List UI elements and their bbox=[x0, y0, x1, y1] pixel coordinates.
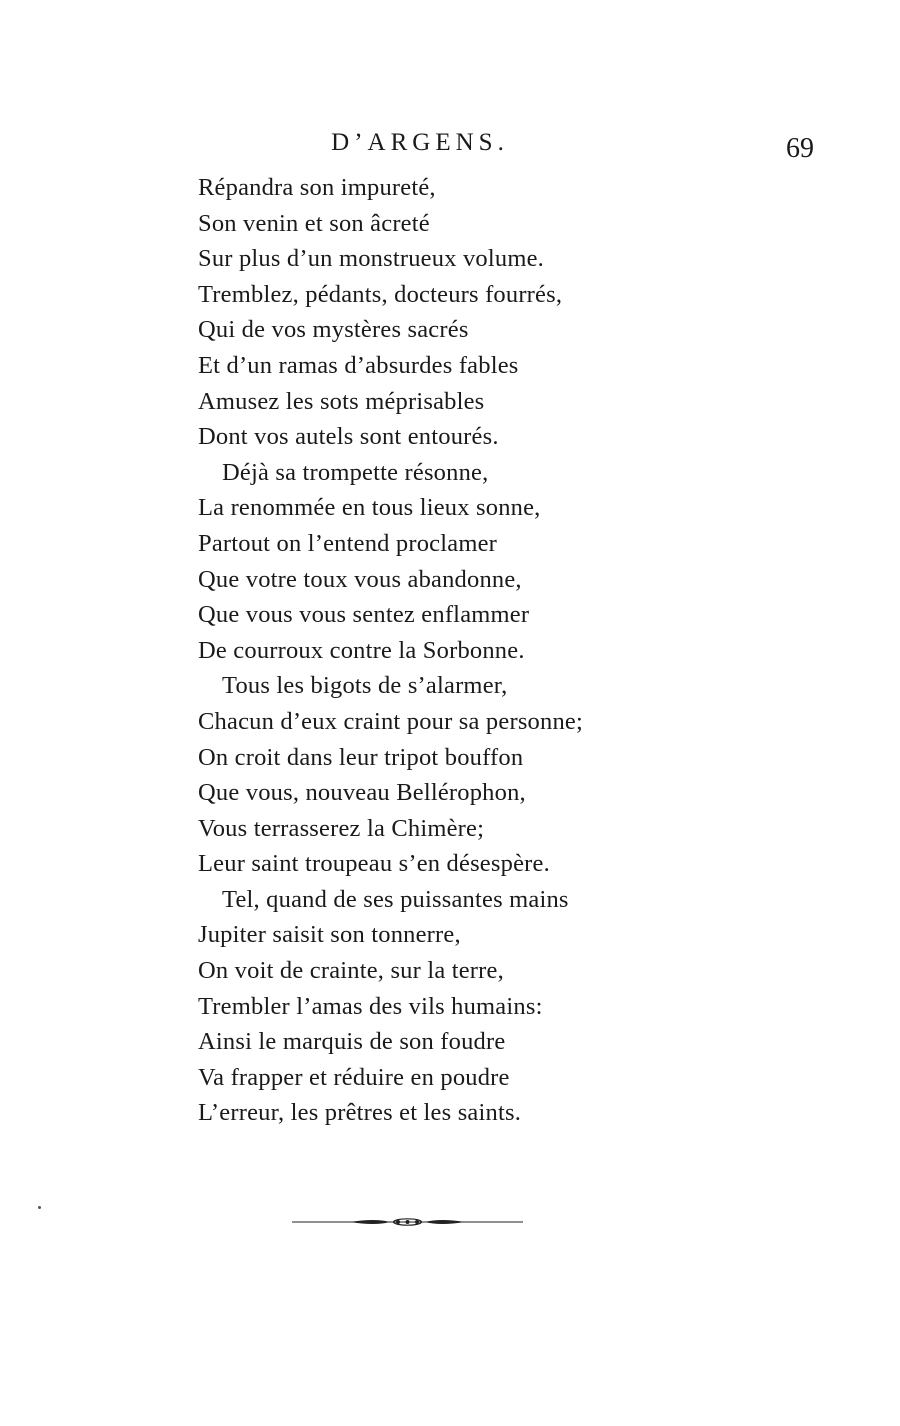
verse-line: De courroux contre la Sorbonne. bbox=[198, 636, 525, 664]
verse-line: Et d’un ramas d’absurdes fables bbox=[198, 351, 519, 379]
verse-line: La renommée en tous lieux sonne, bbox=[198, 494, 541, 522]
verse-line: Sur plus d’un monstrueux volume. bbox=[198, 245, 544, 273]
verse-line: Que vous vous sentez enflammer bbox=[198, 601, 530, 629]
verse-line: Tremblez, pédants, docteurs fourrés, bbox=[198, 280, 563, 308]
verse-line: Répandra son impureté, bbox=[198, 174, 436, 201]
verse-line: Leur saint troupeau s’en désespère. bbox=[198, 850, 550, 878]
running-head bbox=[0, 128, 900, 168]
verse-line: Son venin et son âcreté bbox=[198, 209, 430, 237]
verse-line: Que vous, nouveau Bellérophon, bbox=[198, 779, 526, 807]
verse-line: Vous terrasserez la Chimère; bbox=[198, 814, 485, 842]
verse-line: Trembler l’amas des vils humains: bbox=[198, 992, 543, 1020]
verse-line: Jupiter saisit son tonnerre, bbox=[198, 921, 461, 949]
verse-line: L’erreur, les prêtres et les saints. bbox=[198, 1099, 522, 1127]
verse-line: Partout on l’entend proclamer bbox=[198, 529, 498, 557]
verse-line: Chacun d’eux craint pour sa personne; bbox=[198, 707, 583, 735]
verse-line: Que votre toux vous abandonne, bbox=[198, 565, 522, 593]
page-speck bbox=[38, 1206, 41, 1209]
running-title: D’ARGENS. bbox=[331, 129, 509, 156]
verse-line: Va frapper et réduire en poudre bbox=[198, 1063, 510, 1091]
verse-line: Tous les bigots de s’alarmer, bbox=[222, 672, 508, 700]
verse-line: Dont vos autels sont entourés. bbox=[198, 423, 499, 451]
poem-text bbox=[198, 170, 658, 1131]
verse-line: Tel, quand de ses puissantes mains bbox=[222, 885, 569, 913]
verse-line: Qui de vos mystères sacrés bbox=[198, 316, 469, 344]
verse-line: On voit de crainte, sur la terre, bbox=[198, 957, 504, 985]
tailpiece-ornament-icon bbox=[290, 1216, 525, 1228]
verse-line: Ainsi le marquis de son foudre bbox=[198, 1028, 506, 1056]
page-number: 69 bbox=[786, 133, 814, 164]
verse-line: On croit dans leur tripot bouffon bbox=[198, 743, 524, 771]
verse-line: Amusez les sots méprisables bbox=[198, 387, 485, 415]
verse-line: Déjà sa trompette résonne, bbox=[222, 458, 489, 486]
